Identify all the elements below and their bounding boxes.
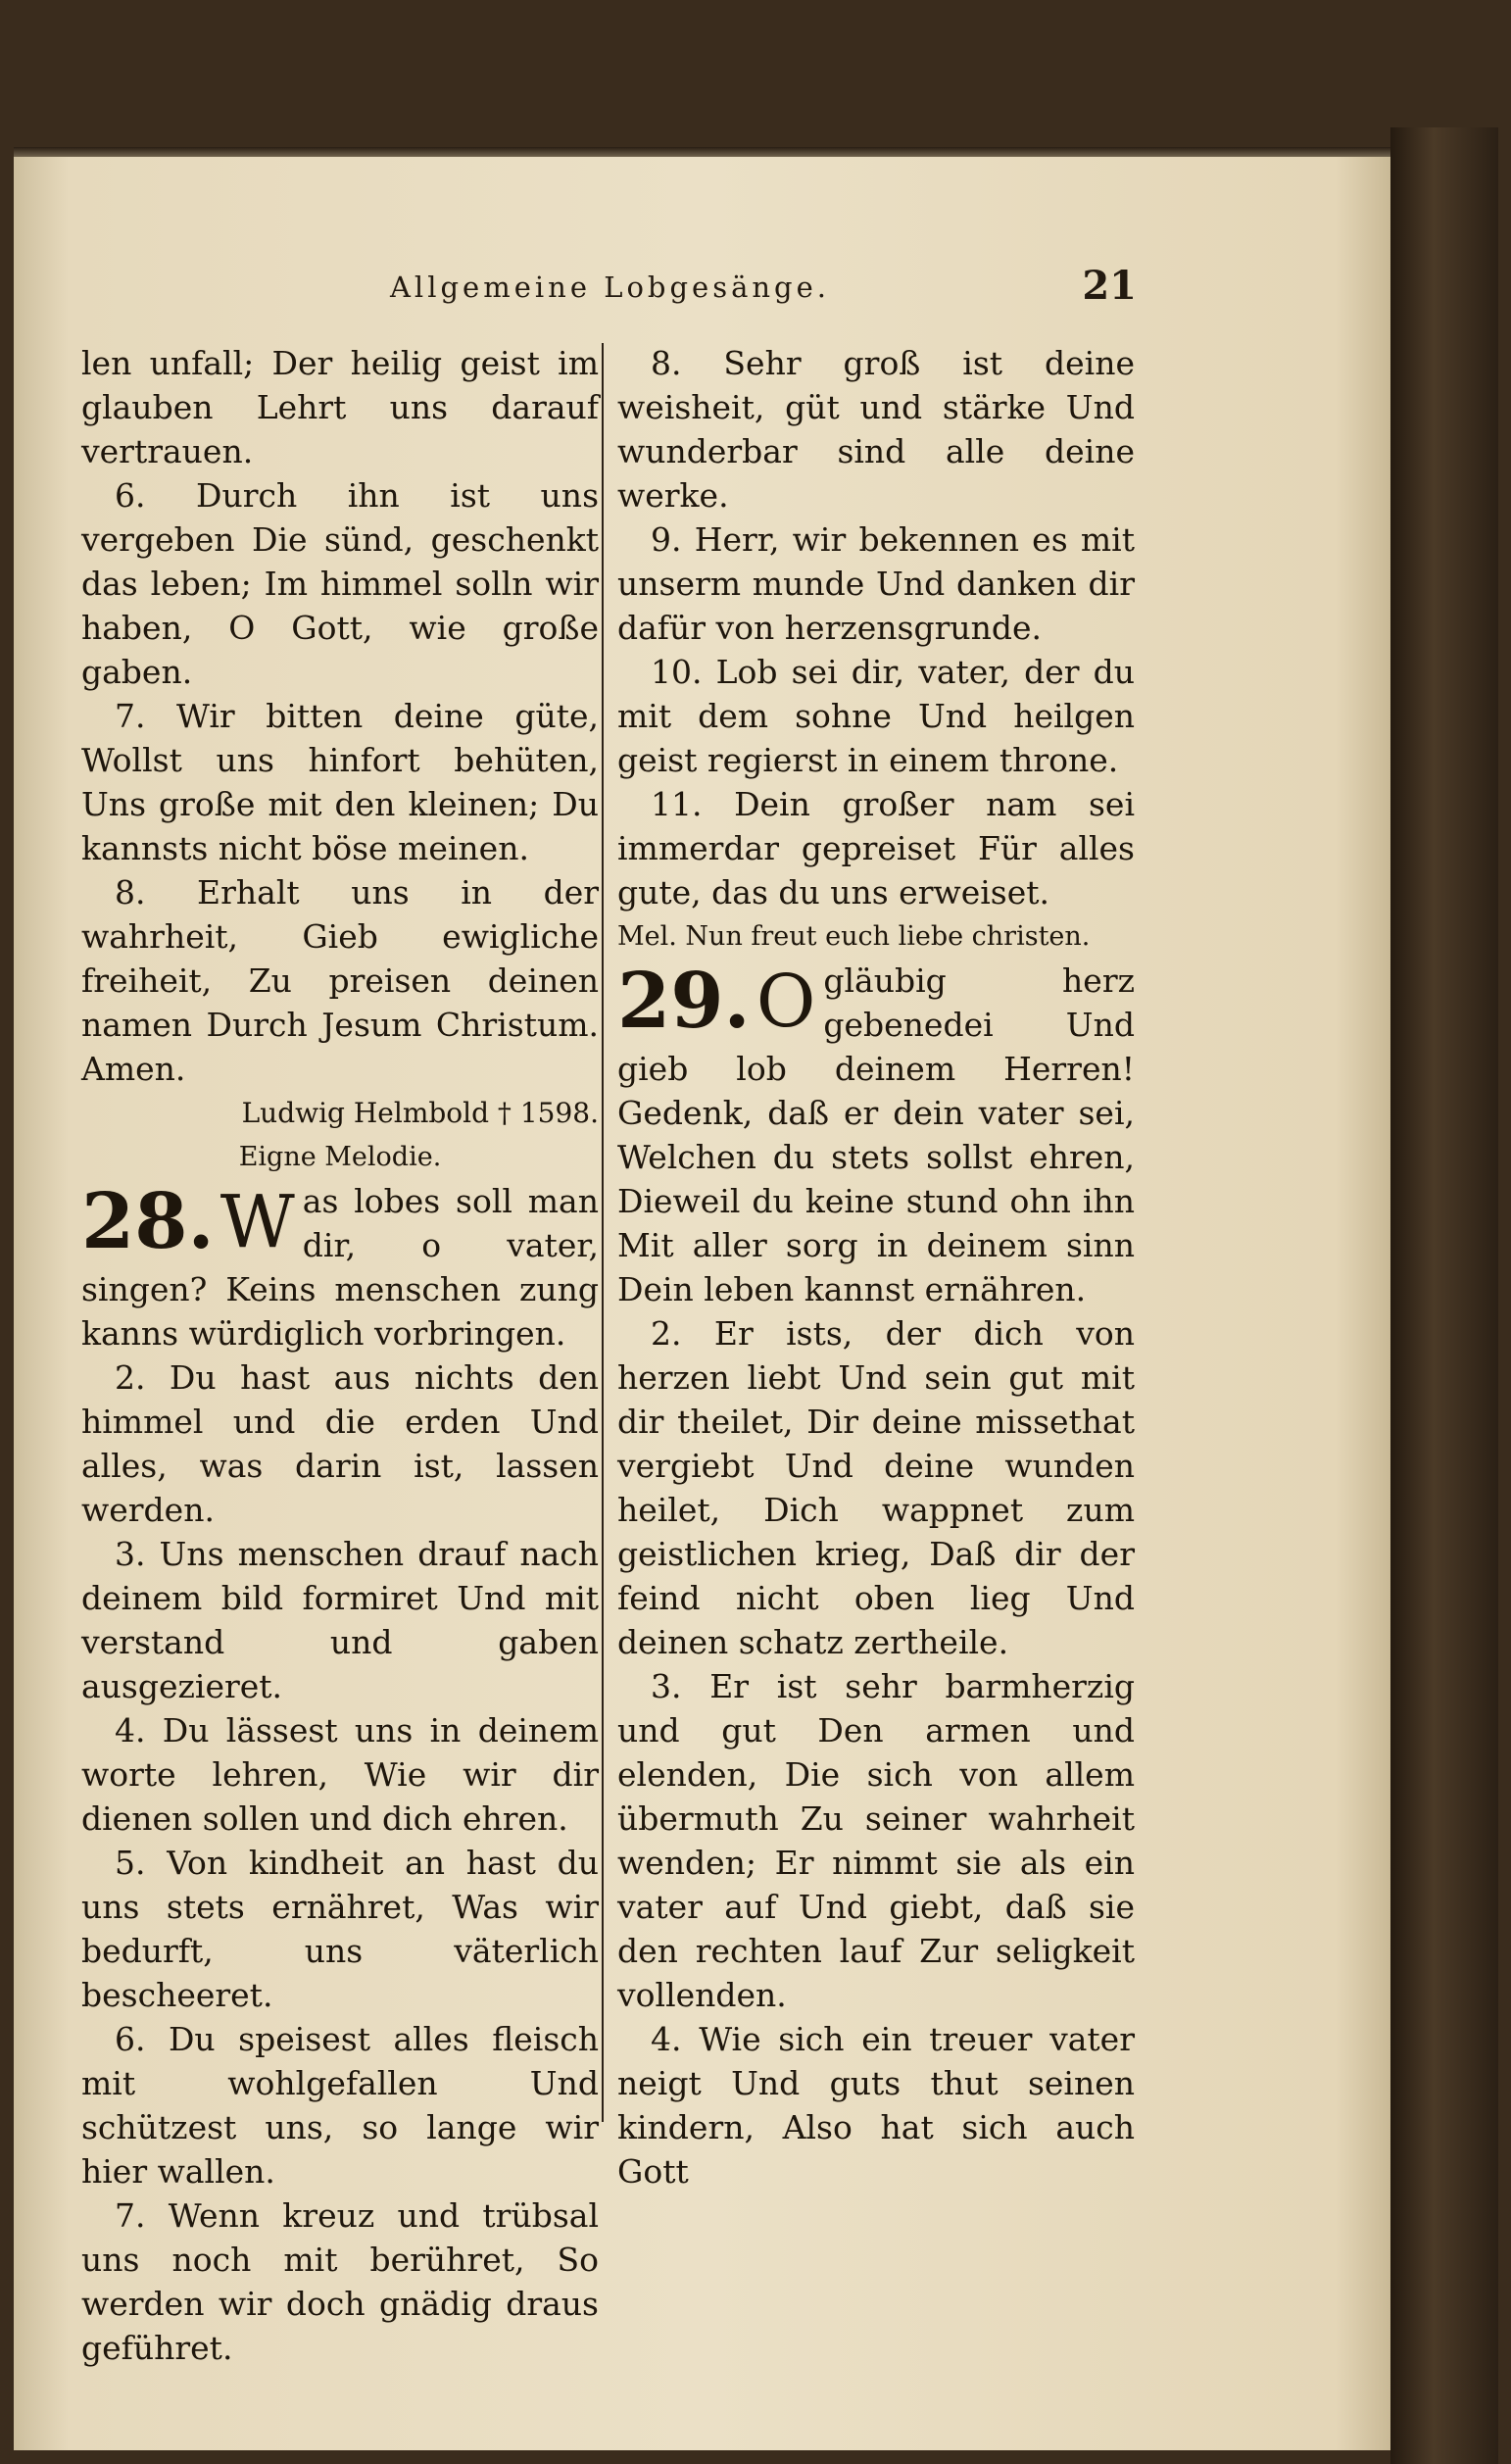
hymn-first-verse: as lobes soll man dir, o vater, singen? Keins menschen zung kanns würdiglich vorbringen.: [81, 1182, 599, 1353]
verse-4: 4. Wie sich ein treuer vater neigt Und guts thut seinen kindern, Also hat sich auch Gott: [617, 2020, 1135, 2191]
verse-6b: 6. Du speisest alles fleisch mit wohlgefallen Und schützest uns, so lange wir hier wallen.: [81, 2020, 599, 2191]
verse-2: 2. Er ists, der dich von herzen liebt Und sein gut mit dir theilet, Dir deine missethat vergiebt Und deine wunden heilet, Dich wappnet zum geistlichen krieg, Daß dir der feind nicht oben lieg Und deinen schatz zertheile.: [617, 1314, 1135, 1661]
hymn-first-verse: gläubig herz gebenedei Und gieb lob deinem Herren! Gedenk, daß er dein vater sei, Welchen du stets sollst ehren, Dieweil du keine stund ohn ihn Mit aller sorg in deinem sinn Dein leben kannst ernähren.: [617, 961, 1135, 1308]
melody-note: Eigne Melodie.: [238, 1142, 442, 1172]
verse-3: 3. Uns menschen drauf nach deinem bild formiret Und mit verstand und gaben ausgezieret.: [81, 1535, 599, 1705]
verse-continuation: len unfall; Der heilig geist im glauben Lehrt uns darauf vertrauen.: [81, 344, 599, 470]
drop-initial: O: [756, 960, 816, 1044]
verse-8: 8. Erhalt uns in der wahrheit, Gieb ewigliche freiheit, Zu preisen deinen namen Durch Jesum Christum. Amen.: [81, 873, 599, 1088]
verse-8: 8. Sehr groß ist deine weisheit, güt und stärke Und wunderbar sind alle deine werke.: [617, 344, 1135, 515]
page-number: 21: [1082, 263, 1137, 309]
verse-3: 3. Er ist sehr barmherzig und gut Den armen und elenden, Die sich von allem übermuth Zu seiner wahrheit wenden; Er nimmt sie als ein vater auf Und giebt, daß sie den rechten lauf Zur seligkeit vollenden.: [617, 1667, 1135, 2014]
verse-11: 11. Dein großer nam sei immerdar gepreiset Für alles gute, das du uns erweiset.: [617, 785, 1135, 912]
column-divider: [602, 343, 604, 2122]
hymn-number: 29.: [617, 957, 751, 1046]
verse-9: 9. Herr, wir bekennen es mit unserm munde Und danken dir dafür von herzensgrunde.: [617, 520, 1135, 647]
verse-7: 7. Wir bitten deine güte, Wollst uns hinfort behüten, Uns große mit den kleinen; Du kannsts nicht böse meinen.: [81, 697, 599, 867]
verse-2: 2. Du hast aus nichts den himmel und die erden Und alles, was darin ist, lassen werden.: [81, 1358, 599, 1529]
right-column: [617, 341, 1135, 2193]
verse-6: 6. Durch ihn ist uns vergeben Die sünd, geschenkt das leben; Im himmel solln wir haben, O Gott, wie große gaben.: [81, 476, 599, 691]
verse-5: 5. Von kindheit an hast du uns stets ernähret, Was wir bedurft, uns väterlich bescheeret.: [81, 1844, 599, 2014]
hymn-number: 28.: [81, 1177, 215, 1266]
verse-10: 10. Lob sei dir, vater, der du mit dem sohne Und heilgen geist regierst in einem throne.: [617, 653, 1135, 779]
hymn-28-start: [81, 1179, 599, 1355]
running-header: [83, 263, 1137, 312]
hymn-29-start: [617, 959, 1135, 1311]
verse-7b: 7. Wenn kreuz und trübsal uns noch mit berühret, So werden wir doch gnädig draus geführet.: [81, 2196, 599, 2367]
author-attribution: Ludwig Helmbold † 1598.: [241, 1097, 599, 1129]
running-title: Allgemeine Lobgesänge.: [389, 271, 830, 304]
drop-initial: W: [219, 1180, 295, 1264]
melody-note: Mel. Nun freut euch liebe christen.: [617, 921, 1091, 952]
verse-4: 4. Du lässest uns in deinem worte lehren, Wie wir dir dienen sollen und dich ehren.: [81, 1711, 599, 1838]
book-cover-edge: [1390, 127, 1498, 2464]
left-column: [81, 341, 599, 2370]
